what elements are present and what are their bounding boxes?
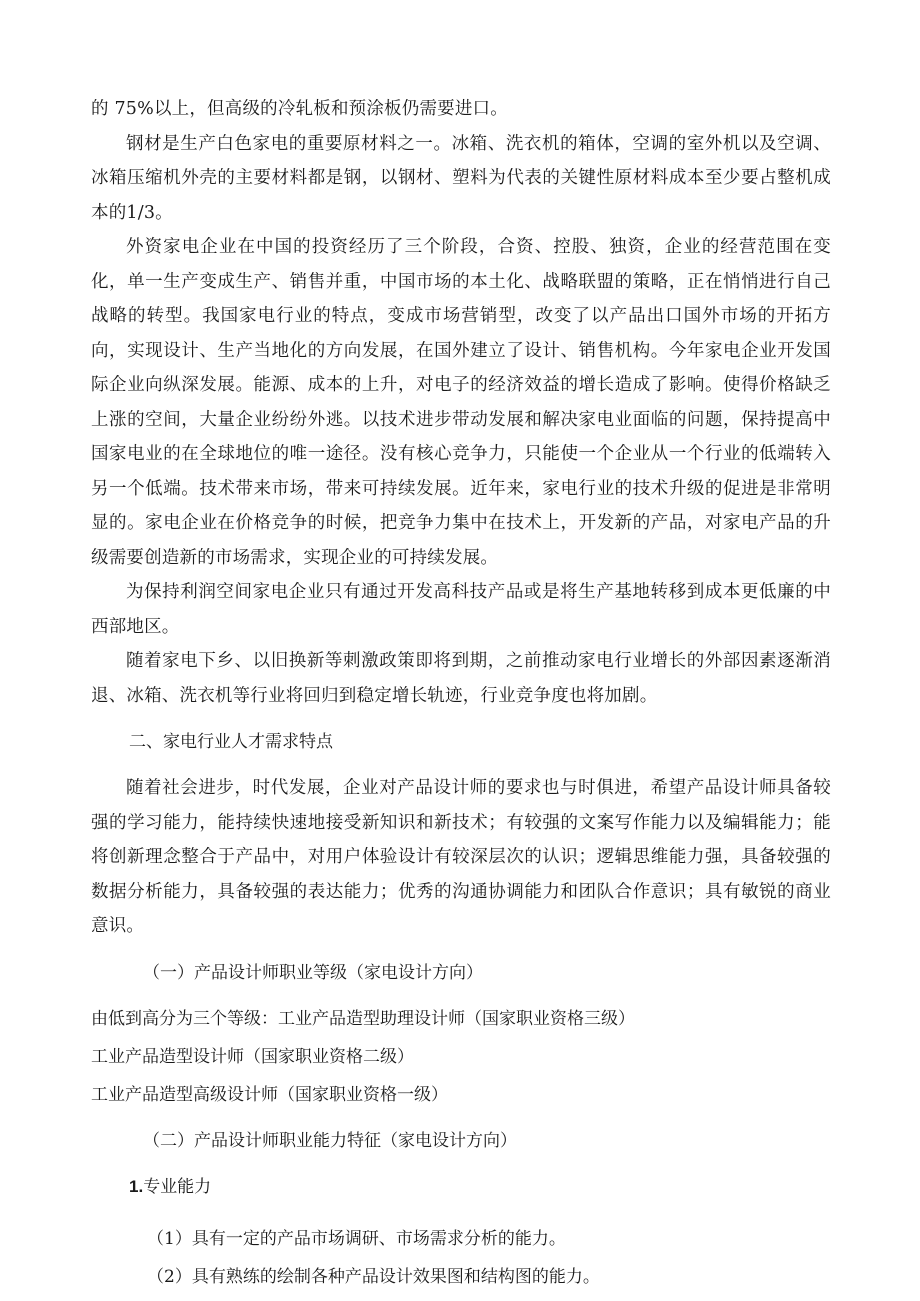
paragraph-steel-materials: 钢材是生产白色家电的重要原材料之一。冰箱、洗衣机的箱体，空调的室外机以及空调、冰箱压缩机外壳的主要材料都是钢，以钢材、塑料为代表的关键性原材料成本至少要占整机成本的1/3。: [91, 133, 831, 223]
subheading-career-levels: （一）产品设计师职业等级（家电设计方向）: [143, 962, 483, 983]
spacer: [91, 1158, 831, 1170]
subheading-ability-features: （二）产品设计师职业能力特征（家电设计方向）: [143, 1130, 517, 1151]
ability-item-2: （2）具有熟练的绘制各种产品设计效果图和结构图的能力。: [147, 1266, 600, 1287]
numbered-heading-professional-ability: [91, 1170, 831, 1204]
spacer: [91, 1204, 831, 1222]
career-level-2: 工业产品造型设计师（国家职业资格二级）: [91, 1046, 414, 1067]
paragraph-designer-requirements: 随着社会进步，时代发展，企业对产品设计师的要求也与时俱进，希望产品设计师具备较强的学习能力，能持续快速地接受新知识和新技术；有较强的文案写作能力以及编辑能力；能将创新理念整合于产品中，对用户体验设计有较深层次的认识；逻辑思维能力强，具备较强的数据分析能力，具备较强的表达能力；优秀的沟通协调能力和团队合作意识；具有敏锐的商业意识。: [91, 778, 831, 936]
paragraph-continuation: 的 75%以上，但高级的冷轧板和预涂板仍需要进口。: [91, 99, 508, 119]
spacer: [91, 990, 831, 1002]
spacer: [91, 759, 831, 771]
section-heading-talent-demand: 二、家电行业人才需求特点: [129, 732, 333, 752]
spacer: [91, 944, 831, 956]
document-body: [91, 92, 831, 1294]
spacer: [91, 1112, 831, 1124]
spacer: [91, 713, 831, 725]
heading-number: 1.: [129, 1176, 144, 1196]
heading-text: 专业能力: [143, 1176, 212, 1197]
ability-item-1: （1）具有一定的产品市场调研、市场需求分析的能力。: [147, 1228, 566, 1249]
career-level-1: 由低到高分为三个等级：工业产品造型助理设计师（国家职业资格三级）: [91, 1008, 635, 1029]
career-level-3: 工业产品造型高级设计师（国家职业资格一级）: [91, 1084, 448, 1105]
paragraph-profit-space: 为保持利润空间家电企业只有通过开发高科技产品或是将生产基地转移到成本更低廉的中西部地区。: [91, 582, 831, 637]
paragraph-policy-expiry: 随着家电下乡、以旧换新等刺激政策即将到期，之前推动家电行业增长的外部因素逐渐消退、冰箱、洗衣机等行业将回归到稳定增长轨迹，行业竞争度也将加剧。: [91, 651, 831, 706]
paragraph-foreign-investment: 外资家电企业在中国的投资经历了三个阶段，合资、控股、独资，企业的经营范围在变化，单一生产变成生产、销售并重，中国市场的本土化、战略联盟的策略，正在悄悄进行自己战略的转型。我国家电行业的特点，变成市场营销型，改变了以产品出口国外市场的开拓方向，实现设计、生产当地化的方向发展，在国外建立了设计、销售机构。今年家电企业开发国际企业向纵深发展。能源、成本的上升，对电子的经济效益的增长造成了影响。使得价格缺乏上涨的空间，大量企业纷纷外逃。以技术进步带动发展和解决家电业面临的问题，保持提高中国家电业的在全球地位的唯一途径。没有核心竞争力，只能使一个企业从一个行业的低端转入另一个低端。技术带来市场，带来可持续发展。近年来，家电行业的技术升级的促进是非常明显的。家电企业在价格竞争的时候，把竞争力集中在技术上，开发新的产品，对家电产品的升级需要创造新的市场需求，实现企业的可持续发展。: [91, 237, 831, 568]
